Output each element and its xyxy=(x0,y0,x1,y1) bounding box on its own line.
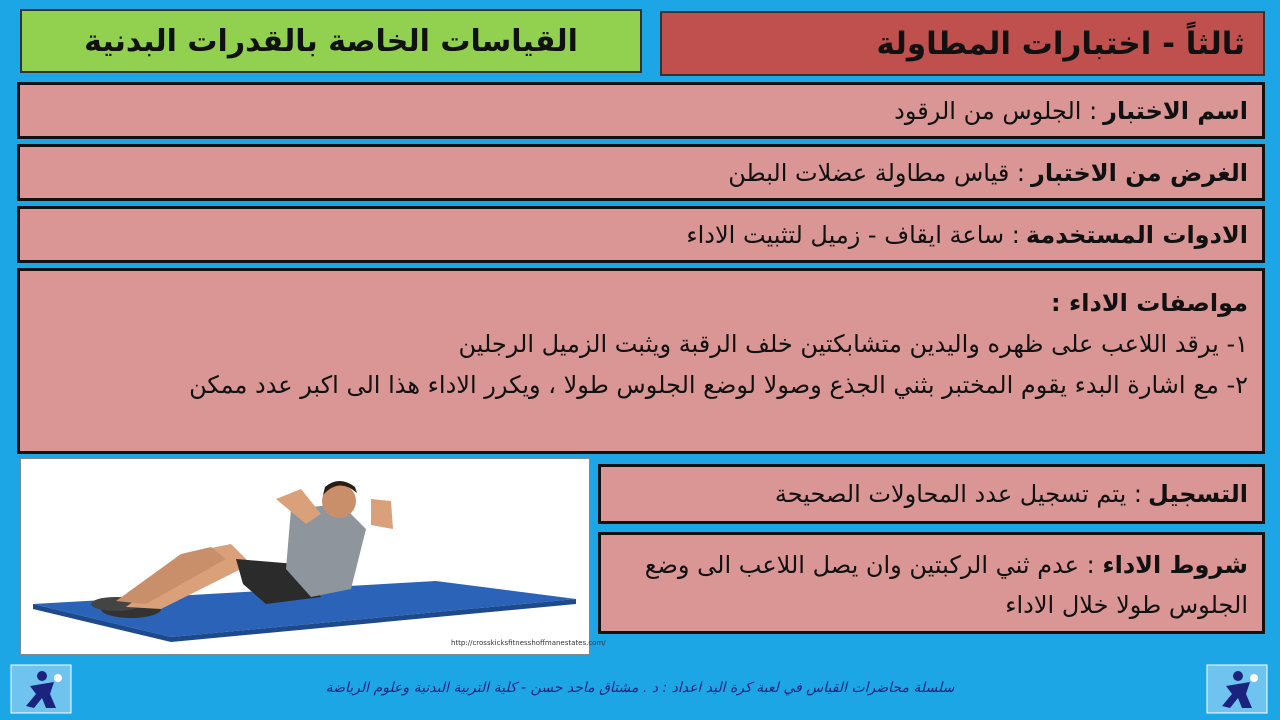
purpose-row xyxy=(17,144,1265,201)
main-title xyxy=(660,11,1265,76)
situp-illustration xyxy=(21,459,591,656)
tools-row xyxy=(17,206,1265,263)
conditions-box xyxy=(598,532,1265,634)
test-name-label: اسم الاختبار xyxy=(1103,96,1248,125)
handball-logo-icon xyxy=(1206,664,1268,714)
situp-photo xyxy=(20,458,606,655)
test-name-value: : الجلوس من الرقود xyxy=(894,96,1098,125)
conditions-value: : عدم ثني الركبتين وان يصل اللاعب الى وضع الجلوس طولا خلال الاداء xyxy=(644,551,1248,619)
test-name-row xyxy=(17,82,1265,139)
purpose-label: الغرض من الاختبار xyxy=(1031,158,1248,187)
main-title-text: ثالثاً - اختبارات المطاولة xyxy=(876,25,1245,62)
recording-row xyxy=(598,464,1265,524)
performance-box xyxy=(17,268,1265,454)
performance-step-2: ٢- مع اشارة البدء يقوم المختبر بثني الجذع وصولا لوضع الجلوس طولا ، ويكرر الاداء هذا الى اكبر عدد ممكن xyxy=(189,371,1248,399)
recording-value: : يتم تسجيل عدد المحاولات الصحيحة xyxy=(774,480,1143,508)
handball-logo-icon xyxy=(10,664,72,714)
tools-value: : ساعة ايقاف - زميل لتثبيت الاداء xyxy=(686,220,1020,249)
section-title xyxy=(20,9,642,73)
section-title-text: القياسات الخاصة بالقدرات البدنية xyxy=(84,23,578,59)
footer-text: سلسلة محاضرات القياس في لعبة كرة اليد اعداد : د . مشتاق ماجد حسن - كلية التربية البدنية وعلوم الرياضة xyxy=(325,680,955,696)
performance-step-1: ١- يرقد اللاعب على ظهره واليدين متشابكتين خلف الرقبة ويثبت الزميل الرجلين xyxy=(458,330,1248,358)
purpose-value: : قياس مطاولة عضلات البطن xyxy=(728,158,1026,187)
tools-label: الادوات المستخدمة xyxy=(1025,220,1248,249)
photo-caption: http://crosskicksfitnesshoffmanestates.com/ xyxy=(451,639,606,647)
performance-label: مواصفات الاداء : xyxy=(1051,289,1248,317)
conditions-label: شروط الاداء xyxy=(1102,551,1248,579)
recording-label: التسجيل xyxy=(1148,480,1248,508)
